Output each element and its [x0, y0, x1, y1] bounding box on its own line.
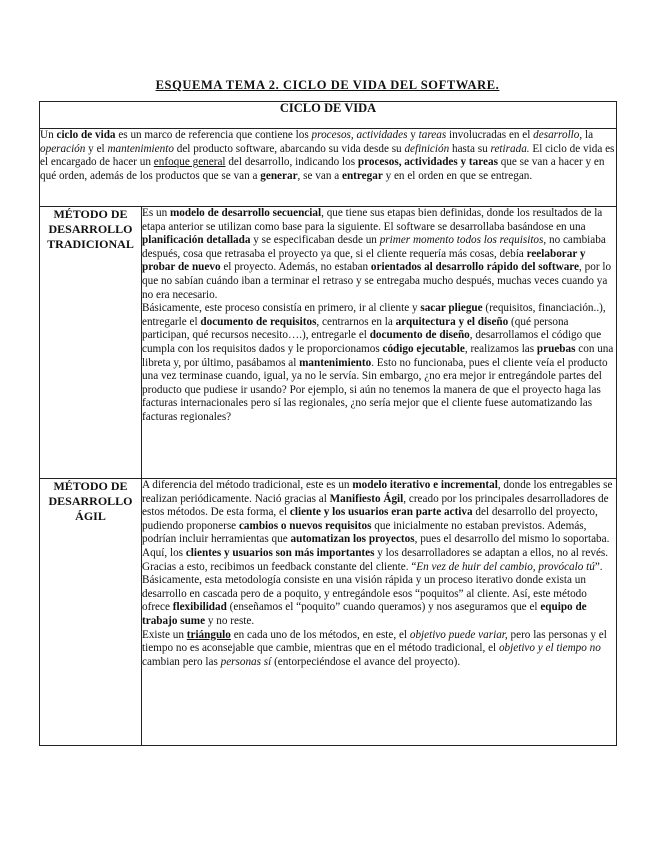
- text-run: flexibilidad: [172, 601, 227, 614]
- text-run: equipo de trabajo sume: [142, 601, 587, 627]
- text-run: mantenimiento: [107, 142, 174, 155]
- section-label-agile: [40, 479, 142, 746]
- text-run: , realizamos las: [464, 342, 537, 355]
- text-run: modelo de desarrollo secuencial: [169, 207, 322, 219]
- paragraph: [142, 629, 616, 670]
- text-run: El ciclo de vida es el encargado de hacer un: [40, 142, 615, 169]
- text-run: y se especificaban desde un: [250, 234, 380, 247]
- text-run: , creado por los principales desarrolladores de estos métodos. De esta forma, el: [142, 492, 609, 519]
- text-run: procesos, actividades y tareas: [357, 156, 498, 169]
- text-run: que inicialmente no estaban previstos. Además, podrían incluir herramientas que: [142, 519, 587, 546]
- text-run: y el: [85, 142, 108, 155]
- text-run: ciclo de vida: [56, 129, 116, 141]
- intro-row: [40, 129, 617, 207]
- text-run: , centrarnos en la: [316, 315, 396, 328]
- text-run: Existe un: [142, 628, 187, 641]
- text-run: , desarrollamos el código que cumpla con los requisitos dados y le proporcionamos: [142, 329, 602, 355]
- text-run: reelaborar y probar de nuevo: [142, 247, 586, 274]
- text-run: (entorpeciéndose el avance del proyecto).: [271, 655, 461, 668]
- paragraph: [142, 302, 616, 424]
- text-run: Manifiesto Ágil: [329, 492, 404, 505]
- text-run: objetivo puede variar,: [409, 628, 508, 641]
- text-run: . Esto no funcionaba, pues el cliente veía el producto una vez terminase cuando, igual, ya no le servía. Sin embargo, ¿no era mejor ir entregándole partes del producto que pudiese ir usando? Por ejemplo, si aún no tenemos la manera de que el proyecto haga las facturas internacionales pero sí las regionales, ¿no sería mejor que el cliente fuese automatizando las facturas regionales?: [142, 356, 608, 423]
- text-run: ”.: [594, 560, 603, 573]
- label-line: TRADICIONAL: [47, 237, 134, 251]
- text-run: procesos, actividades: [311, 129, 408, 141]
- table-header: CICLO DE VIDA: [40, 102, 617, 129]
- text-run: (requisitos, financiación..), entregarle el: [142, 302, 606, 328]
- text-run: y los desarrolladores se adaptan a ellos, no al revés. Gracias a esto, recibimos un feedback constante del cliente. “: [142, 546, 609, 573]
- text-run: en cada uno de los métodos, en este, el: [230, 628, 410, 641]
- text-run: pero las personas y el tiempo no es aconsejable que cambie, mientras que en el método tradicional, el: [142, 628, 607, 655]
- text-run: mantenimiento: [299, 356, 372, 369]
- text-run: del desarrollo del proyecto, pudiendo proponerse: [142, 506, 598, 532]
- section-text-traditional: [142, 207, 617, 479]
- text-run: primer momento todos los requisitos: [379, 234, 544, 247]
- text-run: En vez de huir del cambio, provócalo tú: [416, 560, 595, 573]
- text-run: modelo iterativo e incremental: [352, 479, 498, 491]
- text-run: , no cambiaba después, cosa que retrasaba el proyecto ya que, si el cliente requería más cosas, debía: [142, 234, 606, 260]
- text-run: objetivo y el tiempo no: [498, 642, 601, 655]
- text-run: cliente y los usuarios eran parte activa: [289, 506, 473, 519]
- text-run: hasta su: [449, 142, 491, 155]
- text-run: cambios o nuevos requisitos: [238, 519, 372, 532]
- text-run: código ejecutable: [382, 342, 465, 355]
- text-run: A diferencia del método tradicional, este es un: [142, 479, 353, 491]
- text-run: del desarrollo, indicando los: [225, 156, 358, 169]
- paragraph: [142, 574, 616, 628]
- intro-text: [40, 129, 617, 207]
- text-run: operación: [40, 142, 86, 155]
- text-run: tareas: [418, 129, 447, 141]
- text-run: clientes y usuarios son más importantes: [185, 546, 375, 559]
- text-run: automatizan los proyectos: [290, 533, 415, 546]
- label-line: DESARROLLO: [48, 494, 133, 508]
- label-line: MÉTODO DE: [53, 479, 128, 493]
- text-run: que se van a hacer y en qué orden, además de los productos que se van a: [40, 156, 605, 182]
- text-run: entregar: [341, 169, 383, 182]
- text-run: Básicamente, este proceso consistía en primero, ir al cliente y: [142, 302, 421, 315]
- text-run: sacar pliegue: [420, 302, 483, 315]
- text-run: con una libreta y, por último, pasábamos al: [142, 342, 614, 369]
- text-run: (qué persona participan, qué recursos necesito….), entregarle el: [142, 315, 569, 342]
- text-run: orientados al desarrollo rápido del software: [370, 261, 580, 274]
- text-run: y en el orden en que se entregan.: [382, 169, 533, 182]
- text-run: retirada.: [490, 142, 530, 155]
- text-run: y: [407, 129, 419, 141]
- label-line: MÉTODO DE: [53, 207, 128, 221]
- text-run: triángulo: [186, 628, 231, 641]
- text-run: , por lo que no sabían cuándo iban a terminar el retraso y se entregaba mucho después, muchas veces cuando ya no era necesario.: [142, 261, 612, 301]
- section-row-agile: [40, 479, 617, 746]
- text-run: definición: [404, 142, 450, 155]
- text-run: documento de diseño: [369, 329, 470, 342]
- text-run: pruebas: [536, 342, 576, 355]
- label-line: DESARROLLO: [48, 222, 133, 236]
- paragraph: [142, 207, 616, 302]
- section-label-traditional: [40, 207, 142, 479]
- text-run: planificación detallada: [142, 234, 251, 247]
- text-run: involucradas en el: [446, 129, 534, 141]
- text-run: , donde los entregables se realizan periódicamente. Nació gracias al: [142, 479, 613, 505]
- document-title: ESQUEMA TEMA 2. CICLO DE VIDA DEL SOFTWARE.: [155, 78, 500, 92]
- text-run: , se van a: [297, 169, 342, 182]
- text-run: Básicamente, esta metodología consiste en una visión rápida y un proceso iterativo donde exista un desarrollo en cascada pero de a poquito, y entregándole esos “poquitos” al cliente. Así, este método ofrece: [142, 574, 587, 614]
- text-run: personas sí: [220, 655, 272, 668]
- text-run: generar: [260, 169, 298, 182]
- text-run: enfoque general: [153, 156, 226, 169]
- text-run: , pues el desarrollo del mismo lo soportaba. Aquí, los: [142, 533, 610, 559]
- text-run: arquitectura y el diseño: [395, 315, 509, 328]
- text-run: del producto software, abarcando su vida desde su: [173, 142, 405, 155]
- text-run: el proyecto. Además, no estaban: [220, 261, 371, 274]
- intro-paragraph: [40, 129, 616, 183]
- text-run: , que tiene sus etapas bien definidas, donde los resultados de la etapa anterior se utilizan como base para la siguiente. El software se desarrollaba basándose en una: [142, 207, 603, 233]
- text-run: desarrollo: [533, 129, 580, 141]
- label-line: ÁGIL: [75, 509, 106, 523]
- text-run: Un: [40, 129, 57, 141]
- text-run: Es un: [142, 207, 170, 219]
- text-run: es un marco de referencia que contiene los: [115, 129, 312, 141]
- text-run: documento de requisitos: [200, 315, 317, 328]
- table-header-row: [40, 102, 617, 129]
- text-run: (enseñamos el “poquito” cuando queramos) y nos aseguramos que el: [226, 601, 541, 614]
- text-run: y no reste.: [205, 614, 255, 627]
- text-run: , la: [579, 129, 594, 141]
- section-row-traditional: [40, 207, 617, 479]
- paragraph: [142, 479, 616, 574]
- text-run: cambian pero las: [142, 655, 221, 668]
- section-text-agile: [142, 479, 617, 746]
- life-cycle-table: [39, 101, 617, 746]
